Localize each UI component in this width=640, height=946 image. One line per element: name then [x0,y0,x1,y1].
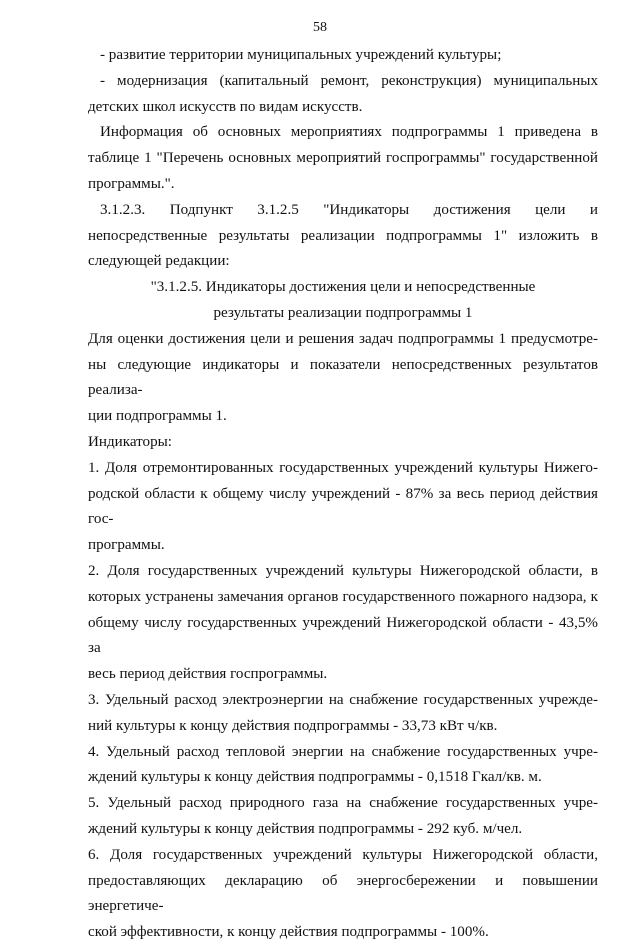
text-line: таблице 1 "Перечень основных мероприятий госпрограммы" государственной [88,150,598,167]
text-line: родской области к общему числу учреждений - 87% за весь период действия гос- [88,485,598,528]
text-line: которых устранены замечания органов государственного пожарного надзора, к [88,588,598,605]
text-line: следующей редакции: [88,253,230,270]
text-line: 5. Удельный расход природного газа на снабжение государственных учре- [88,795,598,812]
text-line: - развитие территории муниципальных учреждений культуры; [100,47,502,63]
paragraph-subclause [88,198,598,275]
text-line: весь период действия госпрограммы. [88,666,328,683]
text-line: ны следующие индикаторы и показатели непосредственных результатов реализа- [88,356,598,399]
paragraph-assessment [88,327,598,430]
list-item-indicator-1 [88,456,598,559]
text-line: 3. Удельный расход электроэнергии на снабжение государственных учрежде- [88,691,598,708]
list-item-indicator-4 [88,740,598,792]
heading-line: "3.1.2.5. Индикаторы достижения цели и непосредственные [150,279,536,296]
list-item-indicator-2 [88,559,598,688]
text-line: ции подпрограммы 1. [88,408,227,425]
text-line: 6. Доля государственных учреждений культуры Нижегородской области, [88,846,598,863]
section-heading [88,275,598,327]
text-line: Индикаторы: [88,433,172,450]
text-line: программы. [88,537,165,554]
list-item-indicator-5 [88,791,598,843]
text-line: - модернизация (капитальный ремонт, реконструкция) муниципальных [100,72,598,89]
text-line: общему числу государственных учреждений Нижегородской области - 43,5% за [88,614,598,657]
text-line: 2. Доля государственных учреждений культуры Нижегородской области, в [88,562,598,579]
text-line: ждений культуры к концу действия подпрограммы - 292 куб. м/чел. [88,820,523,837]
paragraph-info [88,120,598,197]
text-line: предоставляющих декларацию об энергосбережении и повышении энергетиче- [88,872,598,915]
text-line: непосредственные результаты реализации подпрограммы 1" изложить в [88,227,598,244]
text-line: ской эффективности, к концу действия подпрограммы - 100%. [88,924,489,941]
text-line: 3.1.2.3. Подпункт 3.1.2.5 "Индикаторы достижения цели и [100,201,598,218]
paragraph-modernization [88,69,598,121]
text-line: Информация об основных мероприятиях подпрограммы 1 приведена в [100,124,598,141]
document-body [88,43,598,946]
text-line: Для оценки достижения цели и решения задач подпрограммы 1 предусмотре- [88,330,598,347]
text-line: 1. Доля отремонтированных государственных учреждений культуры Нижего- [88,459,598,476]
text-line: ждений культуры к концу действия подпрограммы - 0,1518 Гкал/кв. м. [88,769,542,786]
heading-line: результаты реализации подпрограммы 1 [213,304,473,321]
text-line: детских школ искусств по видам искусств. [88,98,363,115]
paragraph-indicators-label [88,430,598,456]
text-line: программы.". [88,175,175,192]
list-item-indicator-6 [88,843,598,946]
text-line: 4. Удельный расход тепловой энергии на снабжение государственных учре- [88,743,598,760]
paragraph-development [88,43,598,69]
list-item-indicator-3 [88,688,598,740]
text-line: ний культуры к концу действия подпрограммы - 33,73 кВт ч/кв. [88,717,498,734]
page-number: 58 [313,20,327,35]
